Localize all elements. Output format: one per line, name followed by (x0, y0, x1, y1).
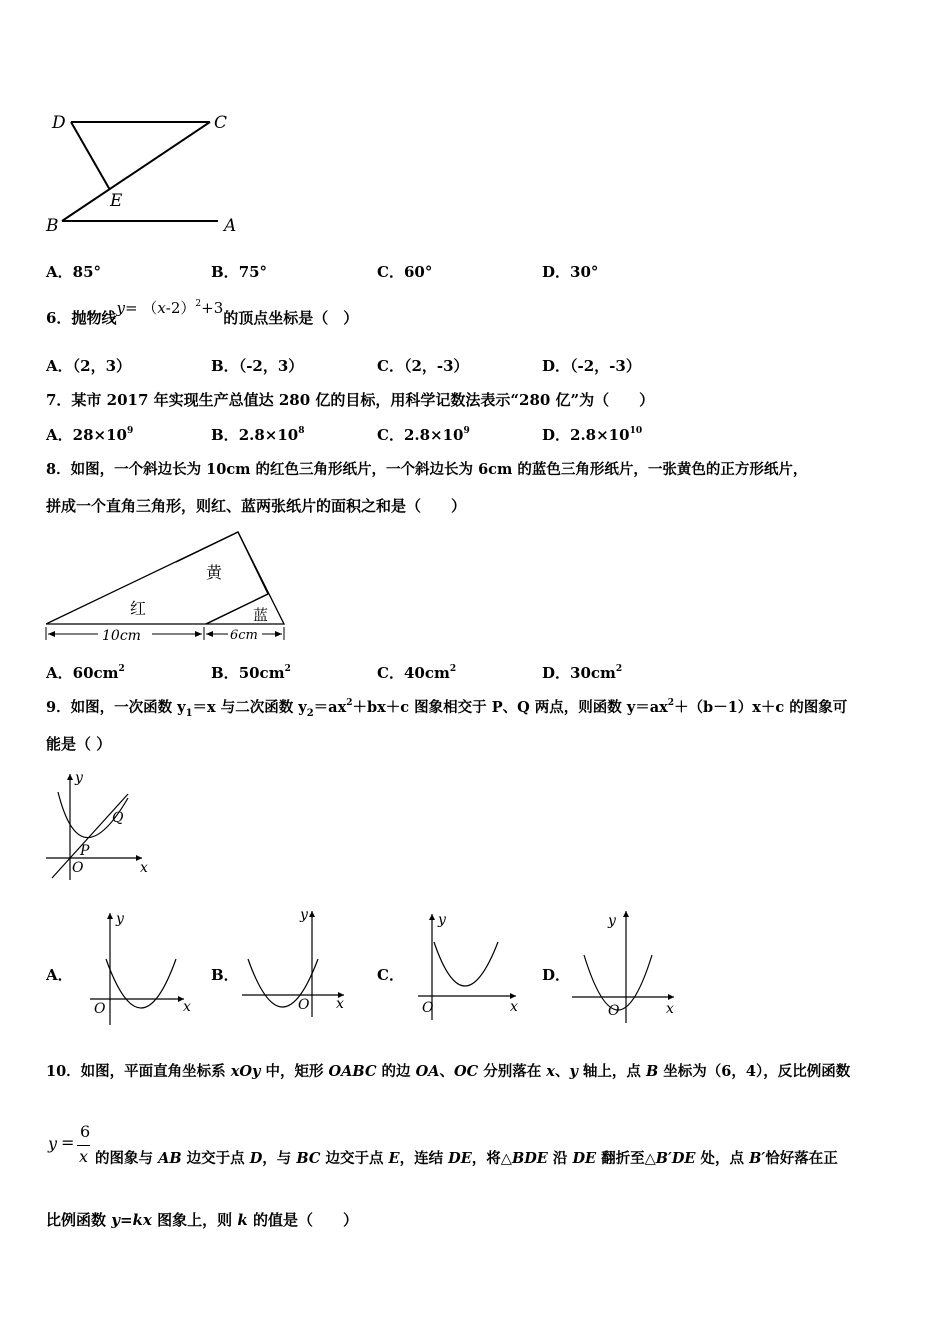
q10-stem-line3: 比例函数 y=kx 图象上，则 k 的值是（ ） (46, 1211, 358, 1229)
label-red: 红 (130, 599, 147, 618)
graph-a-y: y (116, 911, 124, 927)
q5-option-b: B．75° (211, 263, 268, 281)
q9-graph-a (86, 907, 196, 1027)
label-b: B (46, 216, 59, 236)
q7-stem: 7．某市 2017 年实现生产总值达 280 亿的目标，用科学记数法表示“280 亿”为（ ） (46, 391, 655, 409)
q5-option-a: A．85° (46, 263, 102, 281)
q9-stem-line1: 9．如图，一次函数 $y_1=x$ 与二次函数 $y_2=ax^2+bx+c$ 图象相交于 P、Q 两点，则函数 $y=ax^2+(b-1)x+c$ 的图象可 (46, 698, 848, 719)
q9-option-c: C． (377, 966, 404, 984)
q8-option-d: D．$30cm^2$ (542, 664, 623, 682)
label-d: D (52, 113, 66, 133)
q9-option-d: D． (542, 966, 571, 984)
graph-a-o: O (94, 1001, 106, 1017)
axis-y-label: y (75, 770, 83, 786)
graph-c-o: O (422, 1000, 434, 1016)
q6-option-d: D．（-2，-3） (542, 357, 641, 375)
q9-stem-line2: 能是（ ） (46, 735, 112, 753)
q7-option-c: C．$2.8\times 10^9$ (377, 426, 470, 444)
q8-option-b: B．$50cm^2$ (211, 664, 291, 682)
q6-option-a: A．（2，3） (46, 357, 132, 375)
label-e: E (110, 191, 123, 211)
q5-option-d: D．30° (542, 263, 599, 281)
label-yellow: 黄 (206, 563, 223, 582)
q8-stem-line2: 拼成一个直角三角形，则红、蓝两张纸片的面积之和是（ ） (46, 497, 467, 515)
graph-c-y: y (438, 912, 446, 928)
q8-stem-line1: 8．如图，一个斜边长为 10cm 的红色三角形纸片，一个斜边长为 6cm 的蓝色三角形纸片，一张黄色的正方形纸片， (46, 461, 808, 478)
graph-d-y: y (608, 913, 616, 929)
graph-b-o: O (298, 997, 310, 1013)
q7-option-a: A．$28\times 10^9$ (46, 426, 134, 444)
point-q-label: Q (112, 810, 124, 826)
q9-graph-c (414, 908, 529, 1023)
q5-option-c: C．60° (377, 263, 433, 281)
q7-option-d: D．$2.8\times 10^{10}$ (542, 426, 643, 444)
q6-formula: $y= (x-2)^2+3$ (116, 299, 224, 317)
q6-option-b: B．（-2，3） (211, 357, 304, 375)
q9-option-a: A． (46, 966, 73, 984)
axis-x-label: x (140, 860, 148, 876)
label-c: C (214, 113, 228, 133)
label-6cm: 6cm (230, 628, 258, 643)
q9-option-b: B． (211, 966, 239, 984)
figure-q9 (42, 770, 162, 885)
q10-fraction: y = 6 x (48, 1122, 91, 1166)
figure-q8 (40, 526, 295, 648)
graph-b-y: y (300, 907, 308, 923)
label-blue: 蓝 (253, 606, 269, 624)
graph-a-x: x (183, 999, 191, 1015)
graph-d-o: O (608, 1003, 620, 1019)
label-10cm: 10cm (102, 628, 141, 644)
label-a: A (224, 216, 237, 236)
q8-option-c: C．$40cm^2$ (377, 664, 457, 682)
figure-q5 (40, 108, 255, 238)
graph-d-x: x (666, 1001, 674, 1017)
q10-stem-line2: 的图象与 AB 边交于点 D，与 BC 边交于点 E，连结 DE，将△BDE 沿 DE 翻折至△B′DE 处，点 B′恰好落在正 (95, 1150, 838, 1167)
q6-option-c: C．（2，-3） (377, 357, 469, 375)
q9-graph-d (570, 905, 685, 1025)
graph-b-x: x (336, 996, 344, 1012)
point-p-label: P (80, 843, 90, 859)
q8-option-a: A．$60cm^2$ (46, 664, 125, 682)
q9-graph-b (240, 905, 355, 1020)
origin-label: O (72, 860, 84, 876)
q7-option-b: B．$2.8\times 10^8$ (211, 426, 305, 444)
q6-stem: 6．抛物线$y= (x-2)^2+3$的顶点坐标是（ ） (46, 299, 359, 327)
q10-stem-line1: 10．如图，平面直角坐标系 xOy 中，矩形 OABC 的边 OA、OC 分别落在 x、y 轴上，点 B 坐标为（6，4），反比例函数 (46, 1063, 851, 1080)
graph-c-x: x (510, 999, 518, 1015)
